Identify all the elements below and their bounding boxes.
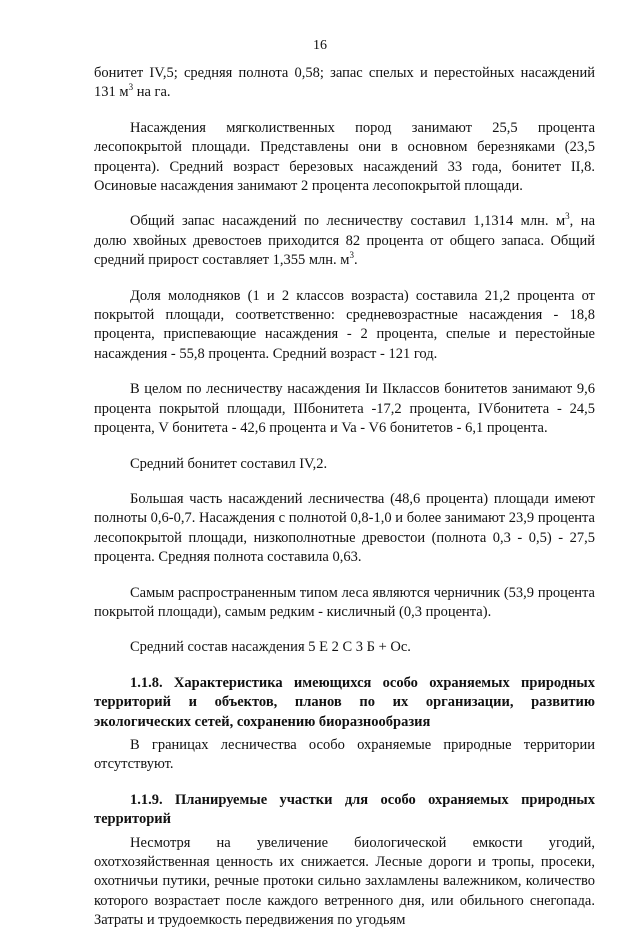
paragraph-density: Большая часть насаждений лесничества (48,6 процента) площади имеют полноты 0,6-0,7. Насаждения с полнотой 0,8-1,0 и более занимают 23,9 процента лесопокрытой площади, низкополнотные древостои (полнота 0,3 - 0,5) - 27,5 процента. Средняя полнота составила 0,63. [94,490,595,566]
paragraph-average-class: Средний бонитет составил IV,2. [130,455,328,472]
p0-superscript: 3 [128,82,134,93]
page-content [94,64,595,947]
paragraph-site-classes: В целом по лесничеству насаждения Iи IIклассов бонитетов занимают 9,6 процента покрытой площади, IIIбонитета -17,2 процента, IVбонитета - 24,5 процента, V бонитета - 42,6 процента и Va - V6 бонитетов - 6,1 процента. [94,381,595,437]
paragraph-softwood: Насаждения мягколиственных пород занимают 25,5 процента лесопокрытой площади. Представлены они в основном березняками (23,5 процента). Средний возраст березовых насаждений 33 года, бонитет II,8. Осиновые насаждения занимают 2 процента лесопокрытой площади. [94,119,595,195]
section-heading-1-1-9: 1.1.9. Планируемые участки для особо охраняемых природных территорий [94,791,595,828]
page-number: 16 [313,38,327,53]
p2-superscript-1: 3 [565,211,570,222]
p0-text-b: на га. [133,84,171,101]
p2-text-b: , на долю хвойных древостоев приходится 82 процента от общего запаса. Общий средний прирост составляет 1,355 млн. м [94,213,596,269]
paragraph-composition: Средний состав насаждения 5 Е 2 С 3 Б + Ос. [130,639,411,656]
p2-text-c: . [353,252,358,269]
paragraph-forest-types: Самым распространенным типом леса являются черничник (53,9 процента покрытой площади), самым редким - кисличный (0,3 процента). [94,584,595,620]
paragraph-young-stands: Доля молодняков (1 и 2 классов возраста) составила 21,2 процента от покрытой площади, соответственно: средневозрастные насаждения - 18,8 процента, приспевающие насаждения - 2 процента, спелые и перестойные насаждения - 55,8 процента. Средний возраст - 121 год. [94,287,595,362]
paragraph-total-stock [94,212,595,270]
section-text-1-1-9: Несмотря на увеличение биологической емкости угодий, охотхозяйственная ценность их снижается. Лесные дороги и тропы, просеки, охотничьи путики, речные протоки сильно захламлены валежником, количество которого возрастает после каждого ветренного дня, или обильного снегопада. Затраты и трудоемкость передвижения по угодьям [94,834,595,929]
paragraph-continuation [94,64,595,103]
section-text-1-1-8: В границах лесничества особо охраняемые природные территории отсутствуют. [94,736,595,773]
p2-superscript-2: 3 [349,250,354,261]
p0-text-a: бонитет IV,5; средняя полнота 0,58; запас спелых и перестойных насаждений 131 м [94,65,595,101]
section-heading-1-1-8: 1.1.8. Характеристика имеющихся особо охраняемых природных территорий и объектов, планов по их организации, развитию экологических сетей, сохранению биоразнообразия [94,674,595,730]
p2-text-a: Общий запас насаждений по лесничеству составил 1,1314 млн. м [130,213,566,230]
